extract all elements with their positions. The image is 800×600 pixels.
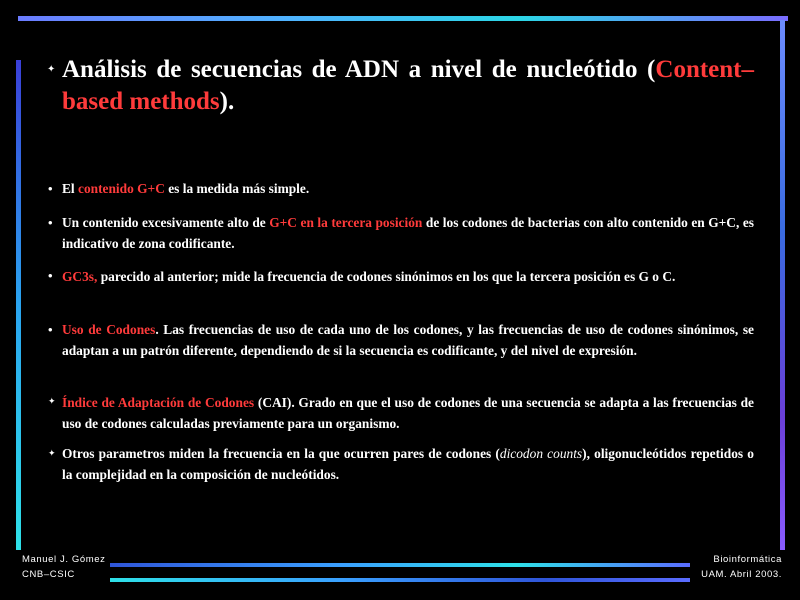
bullet-icon: • bbox=[48, 268, 53, 283]
footer-author bbox=[22, 552, 105, 582]
item-highlight: contenido G+C bbox=[78, 181, 165, 196]
bullet-icon: • bbox=[48, 322, 53, 337]
list-item bbox=[62, 319, 754, 361]
item-text: (CAI). Grado en que el uso de codones de una secuencia se adapta a las frecuencias de uso de codones calculadas previamente para un organismo. bbox=[62, 395, 754, 431]
item-highlight: Índice de Adaptación de Codones bbox=[62, 395, 255, 410]
item-text: . Las frecuencias de uso de cada uno de los codones, y las frecuencias de uso de codones sinónimos, se adaptan a un patrón diferente, dependiendo de si la secuencia es codificante, y del nivel de expresión. bbox=[62, 322, 754, 358]
footer-author-name: Manuel J. Gómez bbox=[22, 554, 106, 565]
right-decorative-bar bbox=[780, 20, 785, 550]
top-decorative-bar bbox=[18, 16, 788, 21]
item-text: de los codones de bacterias con alto contenido en G+C, es indicativo de zona codificante. bbox=[62, 215, 754, 251]
item-text: ), oligonucleótidos repetidos o la complejidad en la composición de nucleótidos. bbox=[62, 446, 754, 482]
title-highlight: Content–based methods bbox=[62, 56, 754, 115]
title-suffix: ). bbox=[219, 88, 235, 115]
list-item bbox=[62, 392, 754, 434]
bottom-decorative-bar bbox=[110, 563, 690, 567]
item-highlight: G+C en la tercera posición bbox=[269, 215, 423, 230]
item-text: es la medida más simple. bbox=[164, 181, 310, 196]
footer-course-name: Bioinformática bbox=[713, 554, 782, 565]
left-decorative-bar bbox=[16, 60, 21, 550]
bullet-icon: • bbox=[48, 215, 53, 230]
footer-course bbox=[700, 552, 782, 582]
item-highlight: Uso de Codones bbox=[62, 322, 156, 337]
diamond-bullet-icon: ✦ bbox=[48, 448, 56, 458]
list-item bbox=[62, 178, 754, 199]
title-text: Análisis de secuencias de ADN a nivel de nucleótido ( bbox=[62, 56, 656, 83]
list-item bbox=[62, 443, 754, 485]
slide-title bbox=[62, 54, 754, 118]
item-highlight: GC3s, bbox=[62, 269, 98, 284]
list-item bbox=[62, 266, 754, 287]
item-text: Un contenido excesivamente alto de bbox=[62, 215, 270, 230]
footer-affiliation: CNB–CSIC bbox=[22, 569, 75, 580]
bullet-icon: • bbox=[48, 181, 53, 196]
list-item bbox=[62, 212, 754, 254]
bottom-decorative-bar-2 bbox=[110, 578, 690, 582]
item-italic: dicodon counts bbox=[499, 446, 583, 461]
item-text: Otros parametros miden la frecuencia en la que ocurren pares de codones ( bbox=[62, 446, 500, 461]
item-text: El bbox=[62, 181, 78, 196]
item-text: parecido al anterior; mide la frecuencia de codones sinónimos en los que la tercera posición es G o C. bbox=[97, 269, 676, 284]
footer-date: UAM. Abril 2003. bbox=[701, 569, 782, 580]
title-bullet-icon: ✦ bbox=[47, 64, 56, 75]
diamond-bullet-icon: ✦ bbox=[48, 396, 56, 406]
